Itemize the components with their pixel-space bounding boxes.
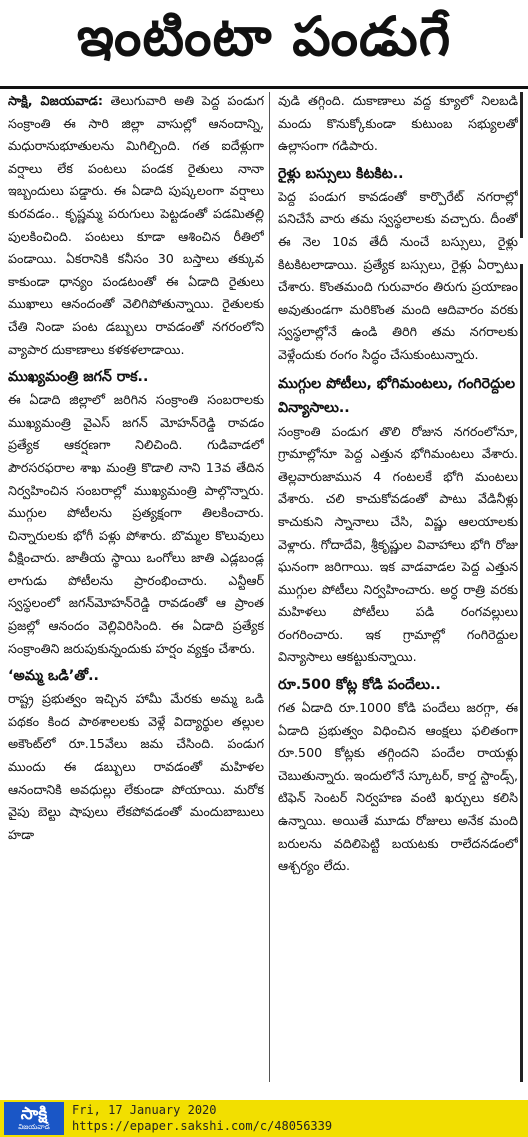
article-paragraph-5: పెద్ద పండుగ కావడంతో కార్పొరేట్‌ నగరాల్లో పనిచేసే వారు తమ స్వస్థలాలకు వచ్చారు. దీంతో ఈ నెల 10వ తేదీ నుంచే బస్సులు, రైళ్లు కిటకిటలాడాయి. ప్రత్యేక బస్సులు, రైళ్లు ఏర్పాటు చేశారు. కొంతమంది గురువారం తిరుగు ప్రయాణం అవుతుండగా మరికొంత మంది ఆదివారం వరకు స్వస్థలాల్లోనే ఉండి తిరిగి తమ నగరాలకు వెళ్లేందుకు రంగం సిద్ధం చేసుకుంటున్నారు. <box>278 188 518 362</box>
dateline: సాక్షి, విజయవాడ: <box>8 93 103 108</box>
subheading-rangoli-bhogi: ముగ్గుల పోటీలు, భోగిమంటలు, గంగిరెద్దుల విన్యాసాలు.. <box>278 375 516 416</box>
article-paragraph-7: గత ఏడాది రూ.1000 కోడి పందేలు జరగ్గా, ఈ ఏడాది ప్రభుత్వం విధించిన ఆంక్షలు ఫలితంగా రూ.500 కోట్లకు తగ్గిందని పందేల రాయళ్లు చెబుతున్నారు. ఇందులోనే స్కూటర్‌, కార్డ స్టాండ్స్‌, టిఫెన్‌ సెంటర్‌ నిర్వహణ వంటి ఖర్చులు కలిసి ఉన్నాయి. అయితే మూడు రోజులు అనేక మంది బరులను వదిలిపెట్టి బయటకు రాలేదనడంలో ఆశ్చర్యం లేదు. <box>278 700 518 874</box>
footer-gap <box>0 1085 528 1100</box>
footer-url[interactable]: https://epaper.sakshi.com/c/48056339 <box>72 1119 333 1133</box>
subheading-amma-odi: ‘అమ్మ ఒడి’తో.. <box>8 668 99 685</box>
sakshi-logo <box>4 1102 64 1135</box>
right-edge-gap <box>520 238 523 264</box>
headline: ఇంటింటా పండుగే <box>76 4 452 68</box>
right-column <box>278 90 518 878</box>
subheading-cockfights: రూ.500 కోట్ల కోడి పందేలు.. <box>278 677 441 694</box>
left-column <box>8 90 264 846</box>
article-paragraph-1 <box>8 90 264 361</box>
column-divider <box>269 92 270 1082</box>
footer-bar <box>0 1100 528 1137</box>
logo-text: సాక్షి <box>20 1103 48 1124</box>
subheading-cm-visit: ముఖ్యమంత్రి జగన్‌ రాక.. <box>8 369 149 386</box>
subheading-trains-buses: రైళ్లు బస్సులు కిటకిట.. <box>278 165 404 182</box>
logo-subtext: విజయవాడ <box>18 1122 50 1131</box>
article-paragraph-4: వుడి తగ్గింది. దుకాణాలు వద్ద క్యూలో నిలబడి మందు కొనుక్కోకుండా కుటుంబ సభ్యులతో ఉల్లాసంగా గడిపారు. <box>278 93 518 154</box>
article-paragraph-3: రాష్ట్ర ప్రభుత్వం ఇచ్చిన హామీ మేరకు అమ్మ ఒడి పథకం కింద పాఠశాలలకు వెళ్లే విద్యార్థుల తల్లుల అకౌంట్‌లో రూ.15వేలు జమ చేసింది. పండుగ ముందు ఈ డబ్బులు రావడంతో మహిళల ఆనందానికి అవధుల్లు లేకుండా పోయాయి. మరోక వైపు బెల్టు షాపులు లేకపోవడంతో మందుబాబులు హడా <box>8 691 264 842</box>
article-paragraph-6: సంక్రాంతి పండుగ తొలి రోజున నగరంలోనూ, గ్రామాల్లోనూ పెద్ద ఎత్తున భోగిమంటలు వేశారు. తెల్లవారుజామున 4 గంటలకే భోగి మంటలు వేశారు. చలి కాచుకోవడంతో పాటు వేడినీళ్లు కాచుకుని స్నానాలు చేసి, విష్ణు ఆలయాలకు వెళ్లారు. గోదాదేవి, శ్రీకృష్ణుల వివాహాలు భోగి రోజు ఘనంగా జరిగాయి. ఇక వాడవాడల పెద్ద ఎత్తున ముగ్గుల పోటీలు నిర్వహించారు. అర్ధ రాత్రి వరకు మహిళలు పోటీలు పడి రంగవల్లులు రంగరించారు. ఇక గ్రామాల్లో గంగిరెద్దుల విన్యాసాలు ఆకట్టుకున్నాయి. <box>278 423 518 665</box>
article-paragraph-2: ఈ ఏడాది జిల్లాలో జరిగిన సంక్రాంతి సంబరాలకు ముఖ్యమంత్రి వైఎస్‌ జగన్‌ మోహన్‌రెడ్డి రావడం ప్రత్యేక ఆకర్షణగా నిలిచింది. గుడివాడలో పౌరసరఫరాల శాఖ మంత్రి కొడాలి నాని 13వ తేదిన నిర్వహించిన సంబరాల్లో ముఖ్యమంత్రి పాల్గొన్నారు. ముగ్గుల పోటీలను ప్రత్యక్షంగా తిలకించారు. చిన్నారులకు భోగీ పళ్లు పోశారు. బొమ్మల కొలువులు వీక్షించారు. జాతీయ స్థాయి ఒంగోలు జాతి ఎడ్లబండ్ల లాగుడు పోటీలను ప్రారంభించారు. ఎన్టీఆర్‌ స్వస్థలంలో జగన్‌మోహన్‌రెడ్డి రావడంతో ఆ ప్రాంత ప్రజల్లో ఆనందం వెల్లివిరిసింది. ఈ ఏడాది ప్రత్యేక సంక్రాంతిని జరుపుకున్నందుకు హర్షం వ్యక్తం చేశారు. <box>8 392 264 656</box>
headline-rule <box>0 86 528 89</box>
footer-date: Fri, 17 January 2020 <box>72 1103 217 1117</box>
paragraph-text: తెలుగువారి అతి పెద్ద పండుగ సంక్రాంతి ఈ సారి జిల్లా వాసుల్లో ఆనందాన్ని, మధురానుభూతులను మిగిల్చింది. గత ఐదేళ్లుగా వర్షాలు లేక పంటలు పండక రైతులు నానా ఇబ్బందులు పడ్డారు. ఈ ఏడాది పుష్కలంగా వర్షాలు కురవడం.. కృష్ణమ్మ పరుగులు పెట్టడంతో పడమితల్లి పులకించింది. పంటలు కూడా ఆశించిన రీతిలో పండాయి. ఏకరానికి కనీసం 30 బస్తాలు తక్కువ కాకుండా ధాన్యం పండటంతో ఈ ఏడాది రైతులు ముఖాలు ఆనందంతో వెలిగిపోతున్నాయి. రైతులకు చేతి నిండా పంట డబ్బులు రావడంతో నగరంలోని వ్యాపార దుకాణాలు కళకళలాడాయి. <box>8 93 264 357</box>
